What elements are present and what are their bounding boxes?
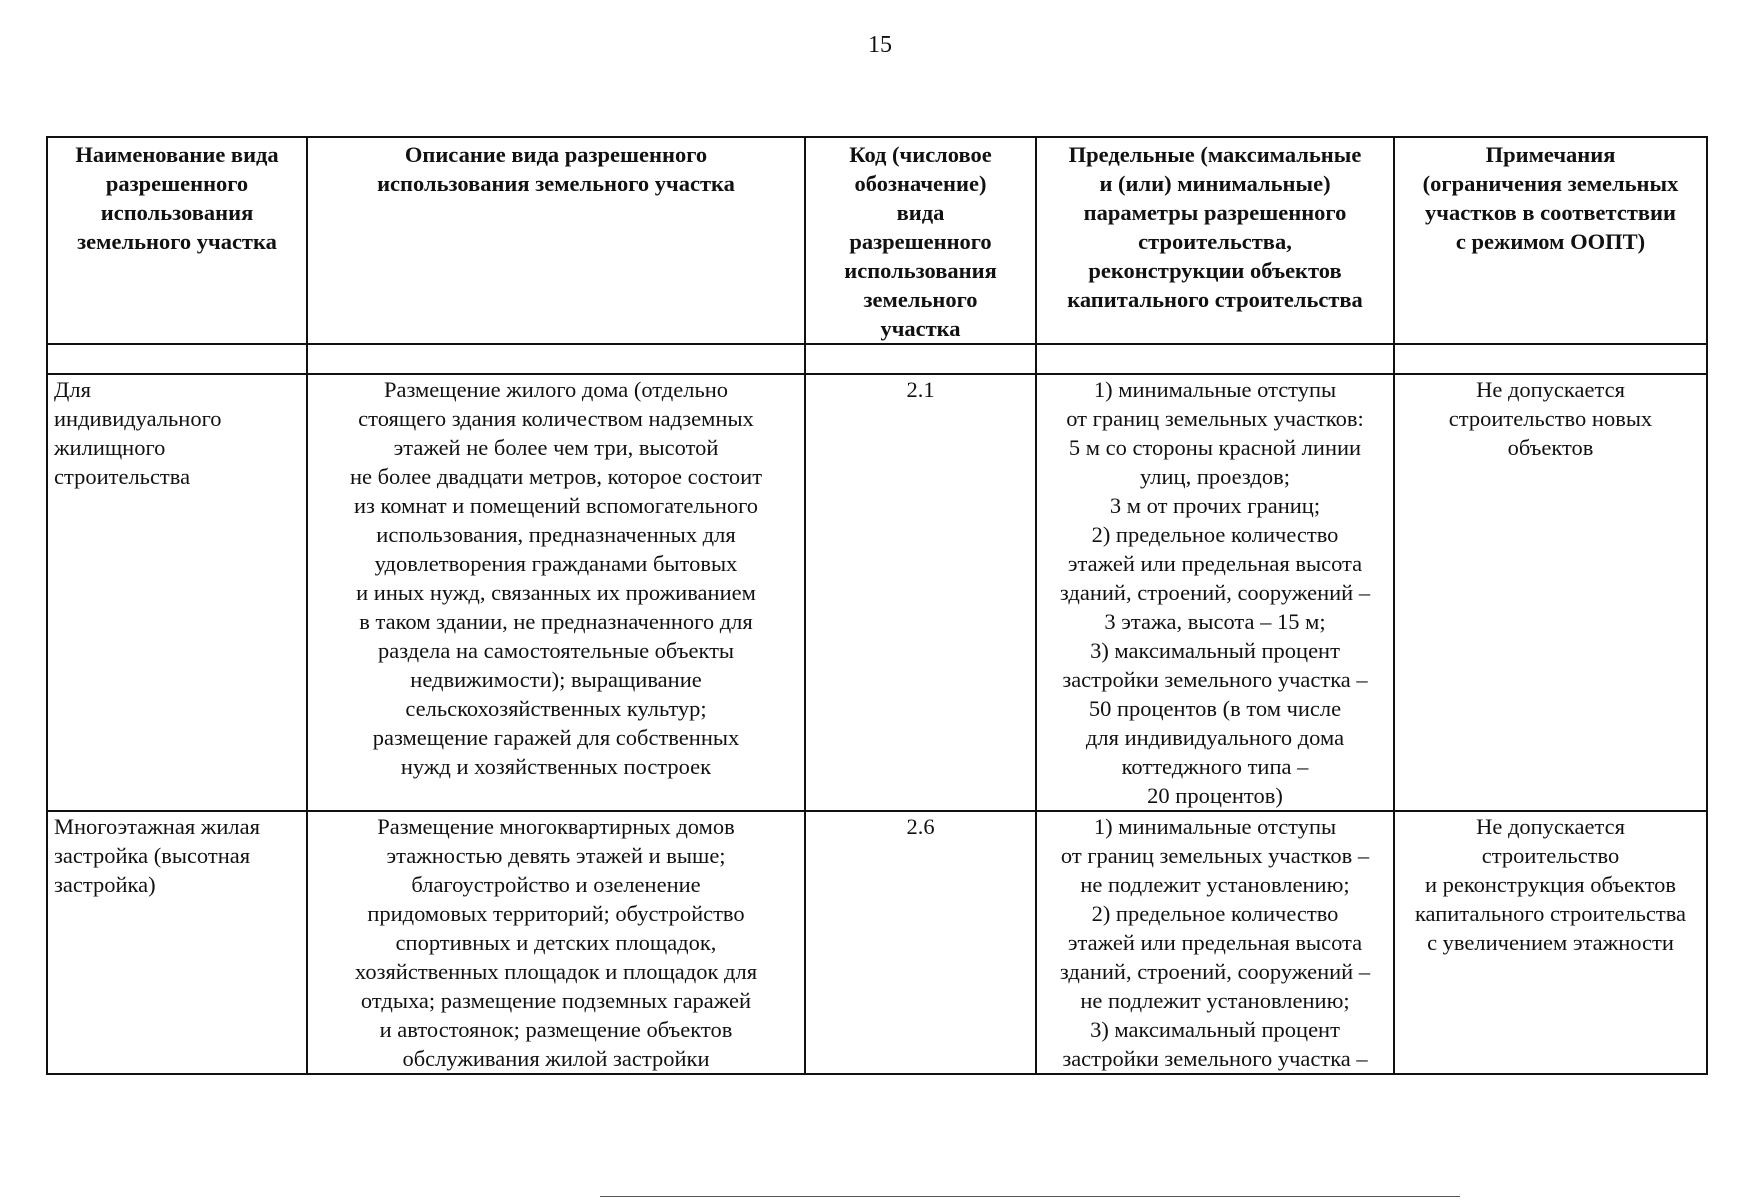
cell-text-line: параметры разрешенного bbox=[1083, 200, 1347, 225]
spacer-cell bbox=[307, 344, 805, 374]
table-row bbox=[47, 374, 1707, 811]
cell-text-line: зданий, строений, сооружений – bbox=[1059, 959, 1371, 984]
cell-text-line: земельного bbox=[863, 287, 978, 312]
cell-text-line: 50 процентов (в том числе bbox=[1088, 696, 1342, 721]
cell-text-line: 3 м от прочих границ; bbox=[1109, 493, 1321, 518]
cell-text-line: 1) минимальные отступы bbox=[1093, 377, 1337, 402]
cell-text-line: спортивных и детских площадок, bbox=[395, 930, 717, 955]
cell-text-line: 2.1 bbox=[906, 377, 935, 402]
table-row bbox=[47, 811, 1707, 1074]
cell-text-line: отдыха; размещение подземных гаражей bbox=[360, 988, 752, 1013]
header-code bbox=[805, 137, 1036, 344]
row-notes-cell bbox=[1394, 811, 1707, 1074]
cell-text-line: размещение гаражей для собственных bbox=[372, 725, 740, 750]
cell-text-line: Примечания bbox=[1485, 142, 1616, 167]
cell-text-line: придомовых территорий; обустройство bbox=[367, 901, 745, 926]
row-name-cell bbox=[47, 811, 307, 1074]
cell-text-line: из комнат и помещений вспомогательного bbox=[353, 493, 759, 518]
spacer-cell bbox=[805, 344, 1036, 374]
cell-text-line: вида bbox=[896, 200, 945, 225]
spacer-cell bbox=[1394, 344, 1707, 374]
cell-text-line: от границ земельных участков – bbox=[1060, 843, 1370, 868]
cell-text-line: 20 процентов) bbox=[1147, 783, 1283, 808]
cell-text-line: 2.6 bbox=[906, 814, 935, 839]
cell-text-line: этажей или предельная высота bbox=[1067, 930, 1363, 955]
cell-text-line: стоящего здания количеством надземных bbox=[358, 406, 754, 431]
cell-text-line: Для bbox=[54, 377, 91, 402]
row-description-cell bbox=[307, 811, 805, 1074]
cell-text-line: коттеджного типа – bbox=[1121, 754, 1309, 779]
cell-text-line: строительство новых bbox=[1448, 406, 1653, 431]
cell-text-line: недвижимости); выращивание bbox=[410, 667, 702, 692]
land-use-table bbox=[46, 136, 1708, 1075]
cell-text-line: Не допускается bbox=[1476, 377, 1625, 402]
cell-text-line: для индивидуального дома bbox=[1085, 725, 1345, 750]
cell-text-line: и (или) минимальные) bbox=[1099, 171, 1331, 196]
row-description-cell bbox=[307, 374, 805, 811]
cell-text-line: от границ земельных участков: bbox=[1066, 406, 1364, 431]
cell-text-line: нужд и хозяйственных построек bbox=[400, 754, 712, 779]
cell-text-line: капитального строительства bbox=[1067, 287, 1363, 312]
cell-text-line: с режимом ООПТ) bbox=[1455, 229, 1646, 254]
cell-text-line: (ограничения земельных bbox=[1422, 171, 1679, 196]
cell-text-line: хозяйственных площадок и площадок для bbox=[354, 959, 758, 984]
cell-text-line: удовлетворения гражданами бытовых bbox=[374, 551, 738, 576]
cell-text-line: использования земельного участка bbox=[377, 171, 735, 196]
cell-text-line: разрешенного bbox=[105, 171, 249, 196]
spacer-cell bbox=[1036, 344, 1394, 374]
row-code-cell bbox=[805, 374, 1036, 811]
cell-text-line: Не допускается bbox=[1476, 814, 1625, 839]
cell-text-line: не более двадцати метров, которое состоит bbox=[349, 464, 763, 489]
footer-rule bbox=[600, 1196, 1460, 1197]
cell-text-line: разрешенного bbox=[849, 229, 992, 254]
cell-text-line: Размещение жилого дома (отдельно bbox=[383, 377, 729, 402]
cell-text-line: обслуживания жилой застройки bbox=[402, 1046, 710, 1071]
table-spacer-row bbox=[47, 344, 1707, 374]
cell-text-line: строительства bbox=[54, 464, 191, 489]
cell-text-line: улиц, проездов; bbox=[1140, 464, 1290, 489]
spacer-cell bbox=[47, 344, 307, 374]
cell-text-line: сельскохозяйственных культур; bbox=[405, 696, 707, 721]
cell-text-line: использования bbox=[844, 258, 997, 283]
row-parameters-cell bbox=[1036, 374, 1394, 811]
cell-text-line: Наименование вида bbox=[75, 142, 279, 167]
cell-text-line: Код (числовое bbox=[849, 142, 992, 167]
cell-text-line: 2) предельное количество bbox=[1091, 901, 1339, 926]
cell-text-line: строительства, bbox=[1138, 229, 1292, 254]
cell-text-line: индивидуального bbox=[54, 406, 222, 431]
cell-text-line: с увеличением этажности bbox=[1427, 930, 1674, 955]
header-name bbox=[47, 137, 307, 344]
cell-text-line: этажей или предельная высота bbox=[1067, 551, 1363, 576]
page-number: 15 bbox=[868, 32, 892, 58]
cell-text-line: этажей не более чем три, высотой bbox=[393, 435, 719, 460]
cell-text-line: участков в соответствии bbox=[1425, 200, 1676, 225]
cell-text-line: 1) минимальные отступы bbox=[1093, 814, 1337, 839]
cell-text-line: реконструкции объектов bbox=[1088, 258, 1342, 283]
cell-text-line: 3) максимальный процент bbox=[1090, 638, 1340, 663]
row-notes-cell bbox=[1394, 374, 1707, 811]
cell-text-line: Предельные (максимальные bbox=[1068, 142, 1362, 167]
row-parameters-cell bbox=[1036, 811, 1394, 1074]
cell-text-line: и автостоянок; размещение объектов bbox=[379, 1017, 733, 1042]
cell-text-line: благоустройство и озеленение bbox=[411, 872, 701, 897]
cell-text-line: зданий, строений, сооружений – bbox=[1059, 580, 1371, 605]
cell-text-line: строительство bbox=[1481, 843, 1620, 868]
cell-text-line: не подлежит установлению; bbox=[1080, 872, 1350, 897]
header-parameters bbox=[1036, 137, 1394, 344]
cell-text-line: Размещение многоквартирных домов bbox=[377, 814, 735, 839]
cell-text-line: обозначение) bbox=[854, 171, 987, 196]
cell-text-line: капитального строительства bbox=[1414, 901, 1687, 926]
cell-text-line: 3) максимальный процент bbox=[1090, 1017, 1340, 1042]
cell-text-line: и реконструкция объектов bbox=[1424, 872, 1677, 897]
row-code-cell bbox=[805, 811, 1036, 1074]
cell-text-line: участка bbox=[880, 316, 961, 341]
cell-text-line: этажностью девять этажей и выше; bbox=[386, 843, 726, 868]
cell-text-line: 5 м со стороны красной линии bbox=[1068, 435, 1362, 460]
cell-text-line: земельного участка bbox=[77, 229, 277, 254]
cell-text-line: застройки земельного участка – bbox=[1062, 1046, 1368, 1071]
cell-text-line: не подлежит установлению; bbox=[1080, 988, 1350, 1013]
cell-text-line: использования bbox=[100, 200, 254, 225]
cell-text-line: Многоэтажная жилая bbox=[54, 814, 260, 839]
cell-text-line: раздела на самостоятельные объекты bbox=[377, 638, 735, 663]
cell-text-line: застройка (высотная bbox=[54, 843, 251, 868]
cell-text-line: жилищного bbox=[54, 435, 166, 460]
cell-text-line: 3 этажа, высота – 15 м; bbox=[1104, 609, 1326, 634]
header-notes bbox=[1394, 137, 1707, 344]
cell-text-line: объектов bbox=[1507, 435, 1594, 460]
cell-text-line: и иных нужд, связанных их проживанием bbox=[356, 580, 756, 605]
cell-text-line: застройки земельного участка – bbox=[1062, 667, 1368, 692]
cell-text-line: использования, предназначенных для bbox=[376, 522, 736, 547]
cell-text-line: застройка) bbox=[54, 872, 156, 897]
table-header-row bbox=[47, 137, 1707, 344]
cell-text-line: 2) предельное количество bbox=[1091, 522, 1339, 547]
row-name-cell bbox=[47, 374, 307, 811]
cell-text-line: в таком здании, не предназначенного для bbox=[359, 609, 753, 634]
cell-text-line: Описание вида разрешенного bbox=[404, 142, 708, 167]
header-description bbox=[307, 137, 805, 344]
